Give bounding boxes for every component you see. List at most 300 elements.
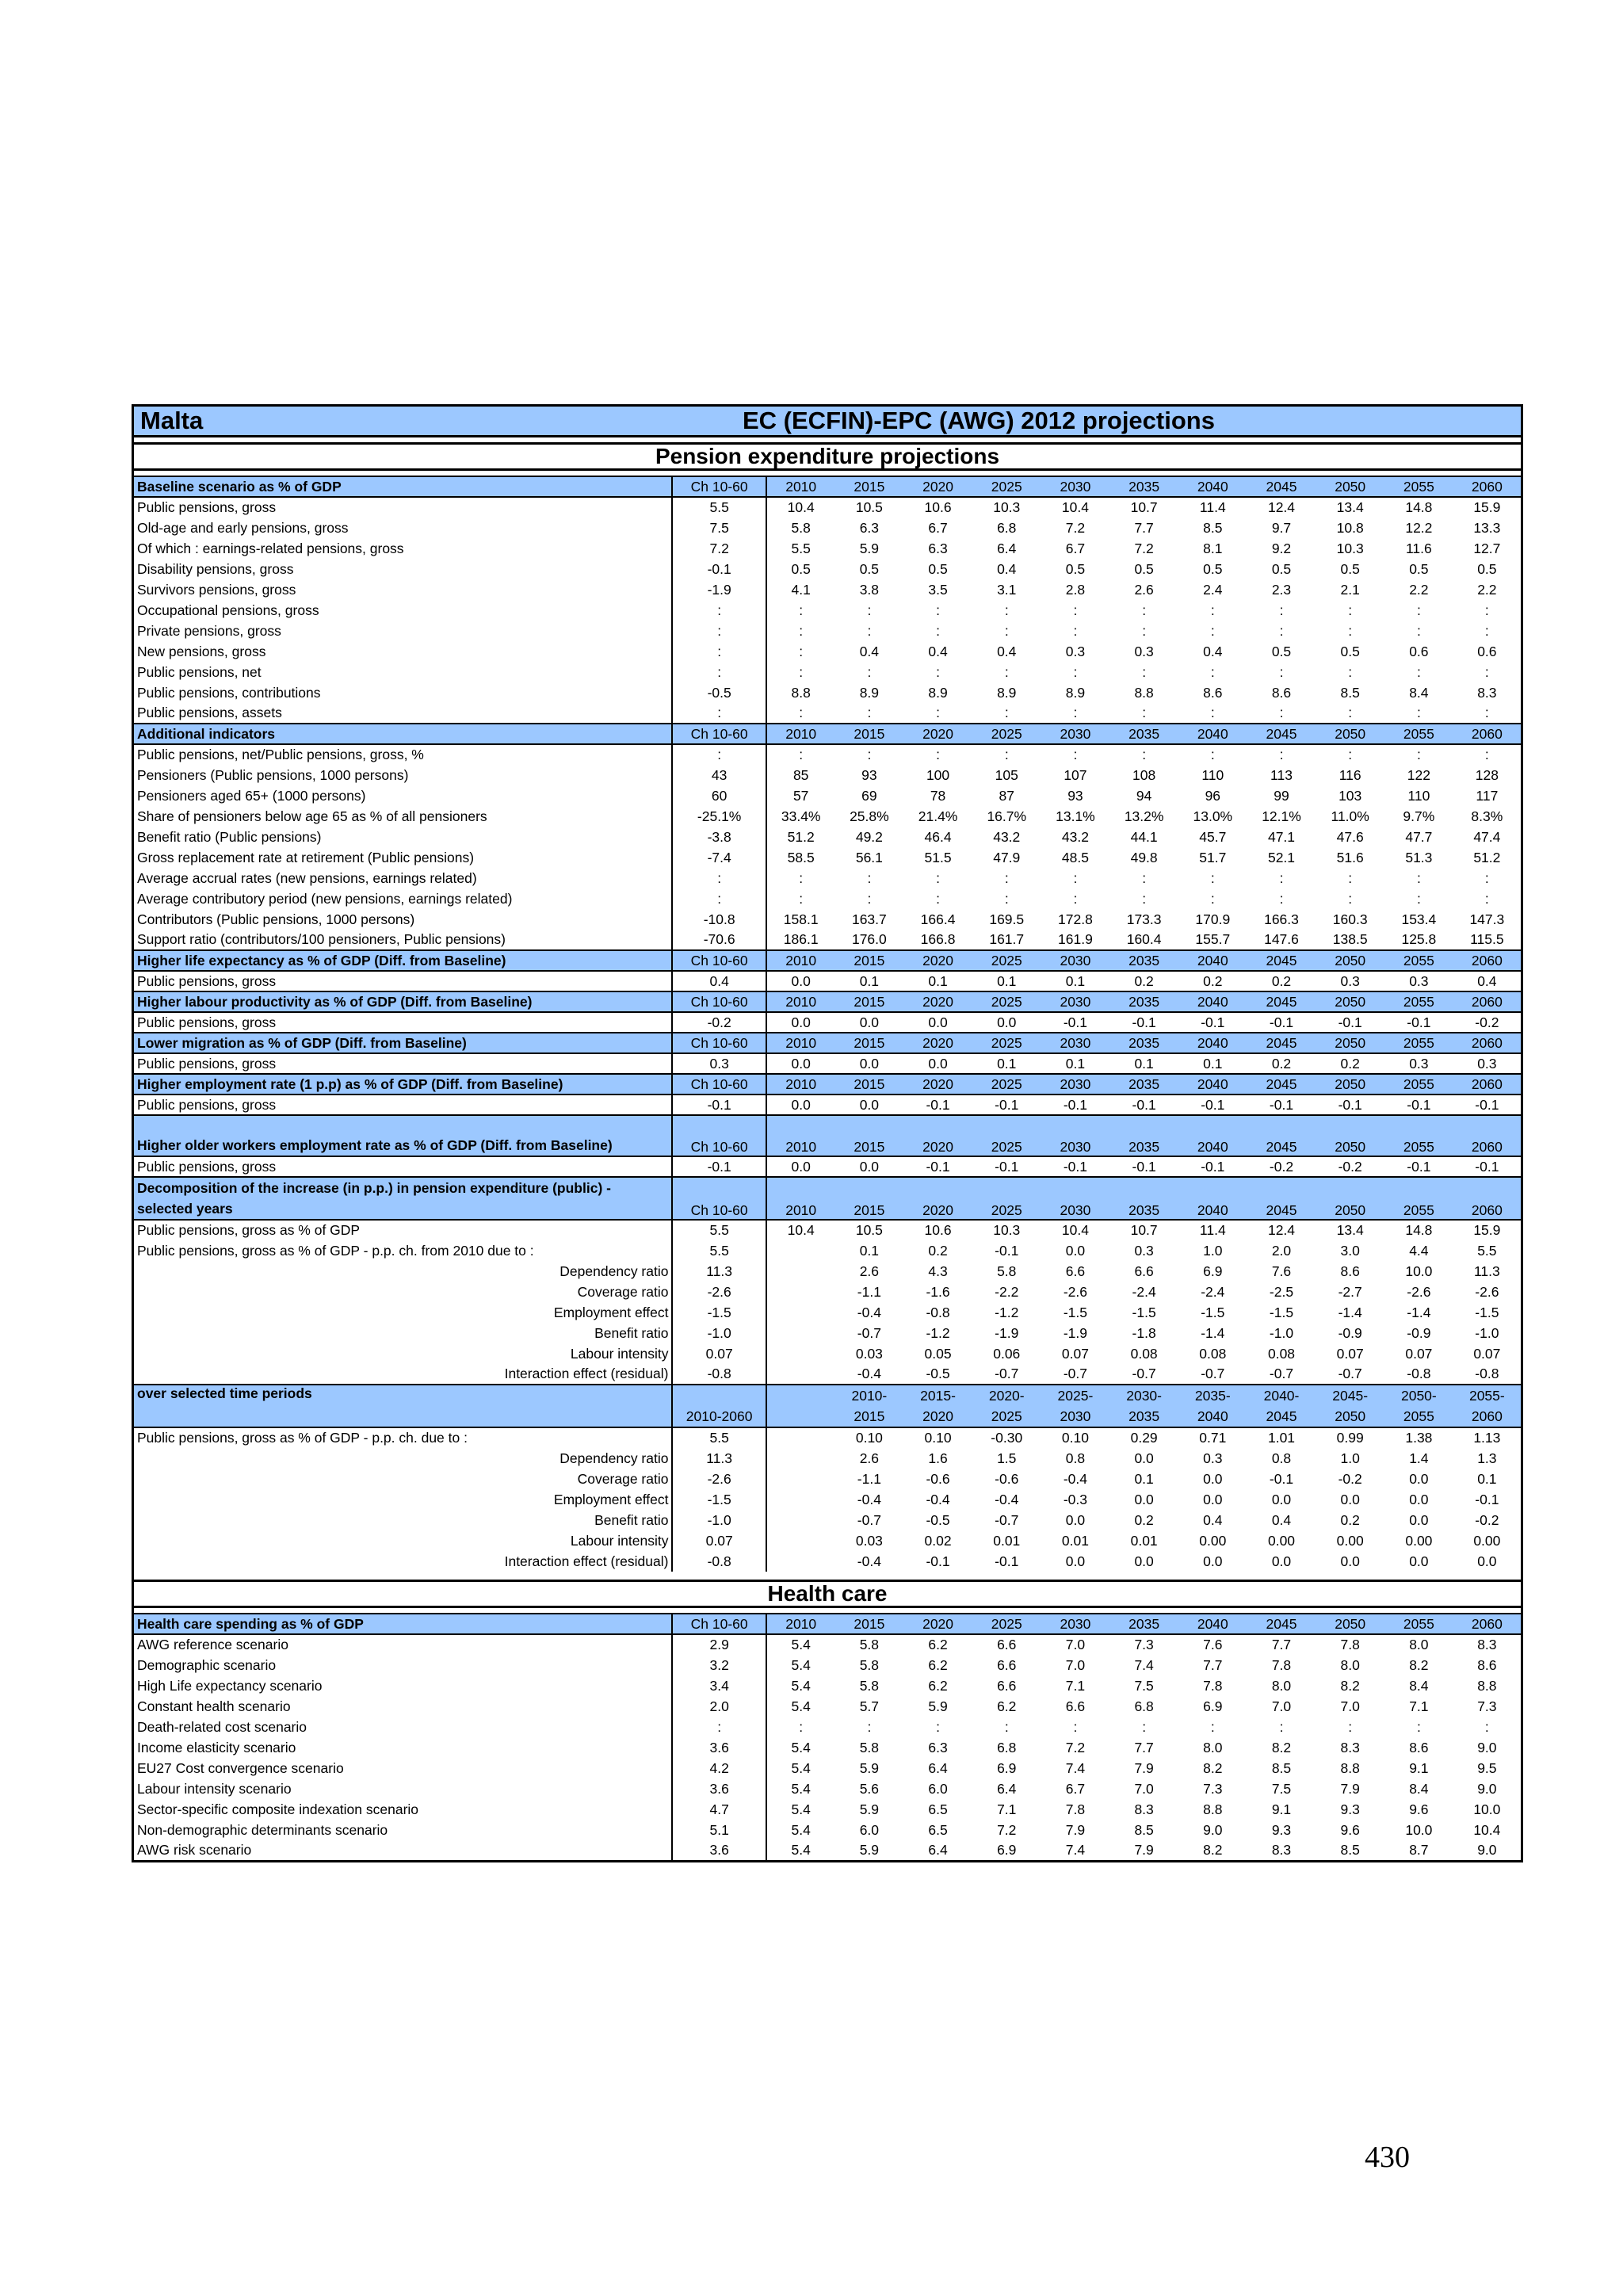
change-value: : (672, 744, 766, 765)
table-row (133, 662, 1522, 682)
year-value: 0.1 (1134, 1470, 1154, 1487)
year-value: 0.00 (1199, 1532, 1227, 1549)
row-label: Public pensions, gross (133, 497, 673, 518)
year-value: 8.8 (1203, 1801, 1223, 1817)
year-value: 0.0 (997, 1014, 1017, 1030)
year-value: -0.7 (1063, 1366, 1088, 1381)
year-value: 0.0 (1203, 1470, 1223, 1487)
table-row (133, 1675, 1522, 1696)
year-column-header: 2020 (903, 1177, 972, 1220)
year-value: 138.5 (1332, 931, 1368, 947)
change-value: -2.6 (672, 1469, 766, 1489)
year-value: 7.4 (1065, 1841, 1086, 1858)
year-value: 10.4 (1473, 1821, 1501, 1838)
year-value: -0.7 (857, 1324, 881, 1341)
year-value: 0.0 (1409, 1553, 1429, 1569)
year-value: 5.4 (791, 1841, 811, 1858)
year-value: 0.0 (791, 1055, 811, 1072)
year-value: 0.0 (1203, 1491, 1223, 1507)
year-value: 8.2 (1203, 1759, 1223, 1776)
year-value: : (1484, 890, 1489, 907)
year-value: : (1073, 747, 1078, 762)
year-value: 8.3 (1271, 1841, 1292, 1858)
year-value: 2.6 (859, 1450, 880, 1466)
year-value: 7.2 (997, 1821, 1017, 1838)
table-row (133, 847, 1522, 868)
year-value: -0.8 (926, 1304, 950, 1320)
year-value: 6.9 (1203, 1263, 1223, 1279)
year-value: 78 (930, 787, 946, 804)
row-label: Public pensions, gross (133, 1156, 673, 1177)
year-value: 8.3 (1477, 684, 1497, 701)
year-value: 6.6 (1065, 1263, 1086, 1279)
year-value: 158.1 (783, 911, 819, 927)
year-value: 173.3 (1126, 911, 1162, 927)
year-value: 0.8 (1271, 1450, 1292, 1466)
row-label: Labour intensity scenario (133, 1778, 673, 1799)
row-label: Old-age and early pensions, gross (133, 518, 673, 538)
year-value: 8.2 (1203, 1841, 1223, 1858)
change-value: 7.5 (672, 518, 766, 538)
year-value: : (1484, 869, 1489, 886)
year-value: : (867, 747, 872, 762)
year-value: 5.5 (1477, 1242, 1497, 1259)
year-value: : (799, 622, 804, 639)
year-value: 147.3 (1469, 911, 1505, 927)
year-value: 5.8 (859, 1677, 880, 1694)
year-value: 12.1% (1262, 808, 1301, 824)
year-column-header: 2025 (972, 950, 1041, 971)
year-column-header: 2045 (1247, 1074, 1316, 1095)
table-row (133, 1323, 1522, 1343)
year-column-header: 2015 (835, 1177, 904, 1220)
year-value: 7.8 (1271, 1656, 1292, 1673)
year-value: 14.8 (1405, 1222, 1433, 1238)
year-value (766, 1323, 835, 1343)
year-value: 6.9 (1203, 1698, 1223, 1714)
table-row (133, 518, 1522, 538)
sensitivity-header (133, 1033, 1522, 1053)
row-label: Pensioners aged 65+ (1000 persons) (133, 785, 673, 806)
year-value: 161.7 (989, 931, 1025, 947)
year-value: 169.5 (989, 911, 1025, 927)
year-value: 0.01 (1130, 1532, 1158, 1549)
year-value: 10.6 (924, 1222, 952, 1238)
year-value: 0.5 (1203, 560, 1223, 577)
year-value: 6.0 (859, 1821, 880, 1838)
table-row (133, 1240, 1522, 1261)
year-value: 0.2 (1271, 1055, 1292, 1072)
year-value: -0.1 (995, 1242, 1019, 1259)
year-value: 8.3 (1340, 1739, 1360, 1755)
year-value: -1.9 (1063, 1324, 1088, 1341)
year-value: -2.7 (1338, 1283, 1362, 1300)
year-value: 9.1 (1271, 1801, 1292, 1817)
year-value: 8.6 (1271, 684, 1292, 701)
year-value: 7.1 (997, 1801, 1017, 1817)
year-value: -0.5 (926, 1511, 950, 1528)
change-value: : (672, 600, 766, 621)
year-value: 10.4 (787, 499, 815, 515)
year-value: 0.0 (1409, 1491, 1429, 1507)
year-value: : (1279, 747, 1284, 762)
year-value: 0.00 (1473, 1532, 1501, 1549)
change-value: -3.8 (672, 827, 766, 847)
year-value: : (1210, 890, 1215, 907)
year-value: 0.4 (997, 560, 1017, 577)
year-column-header: 2050 (1316, 724, 1384, 744)
year-column-header: 2035 (1109, 1074, 1178, 1095)
year-value: 10.3 (993, 1222, 1021, 1238)
year-column-header: 2010 (766, 476, 835, 497)
year-value: : (936, 705, 940, 720)
table-row (133, 1696, 1522, 1717)
year-value: 166.4 (920, 911, 956, 927)
year-column-header: 2055 (1384, 1177, 1453, 1220)
change-value: : (672, 1717, 766, 1737)
change-value: 3.4 (672, 1675, 766, 1696)
table-row (133, 641, 1522, 662)
year-value (766, 1551, 835, 1572)
year-value: : (936, 1718, 940, 1735)
year-value: 11.6 (1405, 540, 1432, 556)
year-value: -0.6 (995, 1470, 1019, 1487)
year-value: 8.9 (1065, 684, 1086, 701)
year-column-header: 2045 (1247, 1614, 1316, 1634)
year-value: 6.6 (1065, 1698, 1086, 1714)
year-column-header: 2035 (1109, 950, 1178, 971)
year-value: 0.0 (1065, 1553, 1086, 1569)
year-column-header: 2020 (903, 724, 972, 744)
row-label: Employment effect (133, 1489, 673, 1510)
section-header-label: Baseline scenario as % of GDP (133, 476, 673, 497)
year-value: 5.4 (791, 1656, 811, 1673)
year-column-header: 2025 (972, 1074, 1041, 1095)
year-value: 8.4 (1409, 1677, 1429, 1694)
year-value: -0.1 (1407, 1014, 1431, 1030)
year-value: -0.7 (995, 1366, 1019, 1381)
table-row (133, 1551, 1522, 1572)
year-value: -0.9 (1407, 1324, 1431, 1341)
year-value: 166.8 (920, 931, 956, 947)
year-value: 1.0 (1340, 1450, 1360, 1466)
year-value: -0.1 (1475, 1096, 1499, 1113)
year-value: : (1073, 705, 1078, 720)
year-value: 166.3 (1264, 911, 1299, 927)
year-value: : (799, 1718, 804, 1735)
year-value: 0.5 (791, 560, 811, 577)
year-value: 5.8 (859, 1739, 880, 1755)
year-value: 8.7 (1409, 1841, 1429, 1858)
year-value: -1.2 (926, 1324, 950, 1341)
year-value: 10.3 (1336, 540, 1364, 556)
year-value: 7.3 (1203, 1780, 1223, 1797)
year-value: 8.0 (1409, 1637, 1429, 1652)
year-value: 33.4% (781, 808, 821, 824)
table-row (133, 1053, 1522, 1074)
year-value: -0.1 (995, 1096, 1019, 1113)
year-value: 6.7 (1065, 540, 1086, 556)
year-value: 110 (1407, 787, 1430, 804)
year-value: : (1416, 705, 1421, 720)
table-row (133, 909, 1522, 930)
year-value: : (1210, 705, 1215, 720)
year-value: 8.6 (1203, 684, 1223, 701)
year-value: 0.5 (1340, 560, 1360, 577)
year-value: -1.9 (995, 1324, 1019, 1341)
year-value: 47.7 (1405, 828, 1433, 845)
year-value: -0.1 (1269, 1014, 1294, 1030)
period-column-header: 2015- 2020 (903, 1385, 972, 1427)
year-value: : (1348, 890, 1353, 907)
year-value: -2.6 (1475, 1283, 1499, 1300)
year-value: : (1073, 622, 1078, 639)
page-number: 430 (1365, 2141, 1410, 2174)
spacer (132, 1572, 1523, 1580)
year-value: 5.4 (791, 1801, 811, 1817)
year-value: 6.5 (928, 1821, 948, 1838)
year-value: 13.1% (1056, 808, 1095, 824)
year-value: 7.8 (1203, 1677, 1223, 1694)
year-value: 100 (926, 766, 950, 783)
year-value: : (1279, 602, 1284, 618)
year-value: 47.4 (1473, 828, 1501, 845)
year-value: 43.2 (1061, 828, 1089, 845)
table-row (133, 1820, 1522, 1840)
year-value: 6.8 (997, 1739, 1017, 1755)
year-column-header: 2030 (1041, 1115, 1110, 1156)
row-label: Average accrual rates (new pensions, earnings related) (133, 868, 673, 888)
row-label: High Life expectancy scenario (133, 1675, 673, 1696)
year-column-header: 2055 (1384, 1614, 1453, 1634)
change-value: : (672, 703, 766, 724)
year-column-header: 2040 (1178, 1033, 1247, 1053)
year-value: 0.3 (1409, 1055, 1429, 1072)
row-label: AWG risk scenario (133, 1840, 673, 1861)
change-value: 60 (672, 785, 766, 806)
year-value (766, 1530, 835, 1551)
year-value: -0.4 (857, 1553, 881, 1569)
year-value: -0.9 (1338, 1324, 1362, 1341)
year-value: 2.6 (1134, 581, 1154, 598)
year-value: 5.8 (791, 519, 811, 536)
year-value: 8.4 (1409, 684, 1429, 701)
year-value (766, 1448, 835, 1469)
year-value: -0.7 (1269, 1366, 1294, 1381)
year-value: 7.5 (1134, 1677, 1154, 1694)
period-column-header: 2030- 2035 (1109, 1385, 1178, 1427)
change-value: 7.2 (672, 538, 766, 559)
year-value: -2.5 (1269, 1283, 1294, 1300)
year-value: 8.6 (1340, 1263, 1360, 1279)
year-value: 46.4 (924, 828, 952, 845)
year-value: : (1210, 869, 1215, 886)
year-column-header: 2010 (766, 1115, 835, 1156)
change-value: 11.3 (672, 1261, 766, 1282)
year-column-header: 2020 (903, 991, 972, 1012)
year-column-header: 2035 (1109, 1177, 1178, 1220)
year-value: 7.9 (1340, 1780, 1360, 1797)
table-row (133, 1364, 1522, 1385)
year-value: 6.3 (928, 540, 948, 556)
year-column-header: 2045 (1247, 950, 1316, 971)
year-value: 6.9 (997, 1841, 1017, 1858)
year-value: -1.2 (995, 1304, 1019, 1320)
change-value: 4.2 (672, 1758, 766, 1778)
year-column-header: 2040 (1178, 1115, 1247, 1156)
year-value: -0.1 (926, 1553, 950, 1569)
period-column-header: 2045- 2050 (1316, 1385, 1384, 1427)
year-value: 51.7 (1199, 849, 1227, 865)
year-value: 43.2 (993, 828, 1021, 845)
year-value: 5.8 (997, 1263, 1017, 1279)
year-column-header: 2030 (1041, 991, 1110, 1012)
year-value: 8.4 (1409, 1780, 1429, 1797)
year-value: 176.0 (851, 931, 887, 947)
year-value: : (799, 705, 804, 720)
change-value: 0.4 (672, 971, 766, 991)
year-value: 51.3 (1405, 849, 1433, 865)
year-value: 87 (999, 787, 1014, 804)
year-value: : (1210, 602, 1215, 618)
year-value: 0.0 (1340, 1491, 1360, 1507)
year-value: -2.6 (1407, 1283, 1431, 1300)
year-value: -1.4 (1407, 1304, 1431, 1320)
row-label: Benefit ratio (133, 1510, 673, 1530)
year-value: 0.01 (993, 1532, 1021, 1549)
year-value: 6.4 (928, 1841, 948, 1858)
year-value: 6.2 (928, 1656, 948, 1673)
year-value: 0.3 (1409, 972, 1429, 989)
year-column-header: 2015 (835, 1115, 904, 1156)
year-value: 4.3 (928, 1263, 948, 1279)
year-value: 9.6 (1340, 1821, 1360, 1838)
year-value: -0.1 (1338, 1096, 1362, 1113)
year-value: 9.7% (1403, 808, 1435, 824)
year-value: 5.8 (859, 1637, 880, 1652)
change-value: 3.6 (672, 1737, 766, 1758)
pension-section-title (132, 442, 1523, 471)
year-value: 49.2 (855, 828, 883, 845)
year-value: 0.2 (1340, 1511, 1360, 1528)
row-label: Occupational pensions, gross (133, 600, 673, 621)
change-value: 0.07 (672, 1530, 766, 1551)
year-value: -0.8 (1475, 1366, 1499, 1381)
year-value: : (936, 890, 940, 907)
year-value: 0.4 (1203, 643, 1223, 659)
year-value: : (1142, 869, 1147, 886)
year-value: 48.5 (1061, 849, 1089, 865)
year-value: 56.1 (855, 849, 883, 865)
year-value: : (1416, 890, 1421, 907)
year-value: : (867, 663, 872, 680)
year-column-header: 2050 (1316, 1177, 1384, 1220)
year-value: 2.6 (859, 1263, 880, 1279)
year-value: : (1142, 705, 1147, 720)
year-value: 12.4 (1267, 499, 1296, 515)
year-value: -0.7 (1201, 1366, 1225, 1381)
year-value: : (799, 890, 804, 907)
year-value: -0.2 (1338, 1158, 1362, 1175)
year-value: 0.0 (1340, 1553, 1360, 1569)
year-column-header: 2015 (835, 724, 904, 744)
year-value: -0.2 (1475, 1014, 1499, 1030)
row-label: Support ratio (contributors/100 pensioners, Public pensions) (133, 930, 673, 950)
change-value: -0.5 (672, 682, 766, 703)
year-value: 10.5 (855, 1222, 883, 1238)
year-value: -0.4 (857, 1491, 881, 1507)
year-value: : (799, 869, 804, 886)
table-row (133, 682, 1522, 703)
year-value: -0.30 (991, 1430, 1023, 1446)
change-value: 11.3 (672, 1448, 766, 1469)
year-value: 51.5 (924, 849, 952, 865)
year-value: : (1142, 747, 1147, 762)
year-value: 0.0 (1271, 1491, 1292, 1507)
year-column-header: 2015 (835, 1033, 904, 1053)
year-value: 3.8 (859, 581, 880, 598)
year-value: : (1484, 1718, 1489, 1735)
year-value: 0.0 (928, 1055, 948, 1072)
year-column-header: 2025 (972, 1033, 1041, 1053)
change-value: 5.5 (672, 497, 766, 518)
year-value: 1.13 (1473, 1430, 1501, 1446)
year-value: 0.5 (1134, 560, 1154, 577)
year-value: 13.4 (1336, 499, 1364, 515)
year-value: 0.05 (924, 1345, 952, 1362)
year-column-header: 2060 (1453, 724, 1522, 744)
year-value: 6.3 (928, 1739, 948, 1755)
row-label: Labour intensity (133, 1530, 673, 1551)
year-value: 0.08 (1130, 1345, 1158, 1362)
year-value: 0.3 (1134, 1242, 1154, 1259)
section-header-label: Higher older workers employment rate as % of GDP (Diff. from Baseline) (133, 1115, 673, 1156)
year-value: -1.8 (1132, 1324, 1156, 1341)
change-value: 3.6 (672, 1778, 766, 1799)
year-value: 51.6 (1336, 849, 1364, 865)
year-value: 5.4 (791, 1821, 811, 1838)
change-value: 3.2 (672, 1655, 766, 1675)
year-value: : (1416, 747, 1421, 762)
year-column-header: 2010 (766, 1033, 835, 1053)
year-value: -0.1 (1407, 1096, 1431, 1113)
year-value: 7.2 (1065, 1739, 1086, 1755)
year-value: 9.0 (1203, 1821, 1223, 1838)
year-value: 105 (995, 766, 1018, 783)
year-value: 11.4 (1199, 1222, 1226, 1238)
baseline-header (133, 476, 1522, 497)
year-value: : (1210, 663, 1215, 680)
year-value: 10.7 (1130, 1222, 1158, 1238)
year-value: 0.0 (859, 1158, 880, 1175)
year-value: 7.2 (1065, 519, 1086, 536)
year-value: -0.4 (1063, 1470, 1088, 1487)
year-value: 0.6 (1477, 643, 1497, 659)
year-value: 7.6 (1271, 1263, 1292, 1279)
year-value: 7.0 (1271, 1698, 1292, 1714)
row-label: Disability pensions, gross (133, 559, 673, 579)
change-value: : (672, 868, 766, 888)
change-value: 0.3 (672, 1053, 766, 1074)
year-column-header: 2045 (1247, 476, 1316, 497)
year-value: 1.5 (997, 1450, 1017, 1466)
period-column-header: 2050- 2055 (1384, 1385, 1453, 1427)
year-value: 12.4 (1267, 1222, 1296, 1238)
year-value: -0.4 (995, 1491, 1019, 1507)
year-value: 1.4 (1409, 1450, 1429, 1466)
additional-header (133, 724, 1522, 744)
year-column-header: 2015 (835, 950, 904, 971)
